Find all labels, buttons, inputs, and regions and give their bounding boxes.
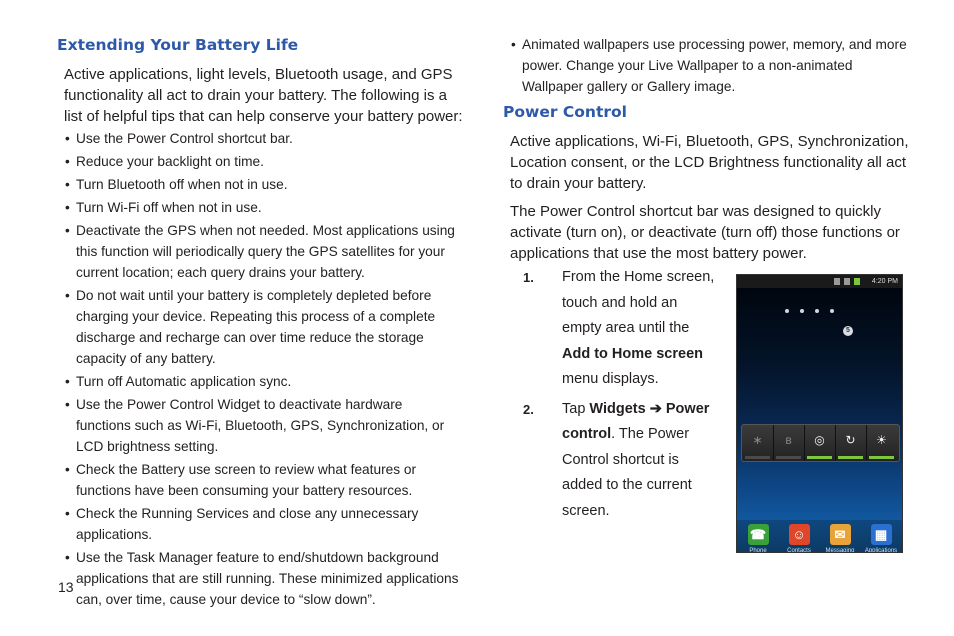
step-bold-text: Widgets ➔ Power control xyxy=(562,400,710,442)
dock-app-contacts[interactable] xyxy=(779,524,819,553)
step-item xyxy=(523,397,718,525)
step-text: Tap xyxy=(562,400,590,417)
current-page-dot: 5 xyxy=(843,326,853,336)
page-dot xyxy=(785,309,789,313)
notification-icon xyxy=(834,278,840,285)
list-item: • Use the Power Control Widget to deactivate hardware functions such as Wi-Fi, Bluetooth, GPS, Synchronization, or LCD brightness setting. xyxy=(65,394,460,457)
home-screen-wallpaper xyxy=(737,288,902,552)
list-item: • Animated wallpapers use processing power, memory, and more power. Change your Live Wallpaper to a non-animated Wallpaper gallery or Gallery image. xyxy=(511,34,911,97)
list-item: • Check the Battery use screen to review what features or functions have been consuming your battery resources. xyxy=(65,459,460,501)
power-control-paragraph-1: Active applications, Wi-Fi, Bluetooth, GPS, Synchronization, Location consent, or the LCD Brightness functionality all act to drain your battery. xyxy=(510,133,909,192)
toggle-indicator xyxy=(838,456,863,459)
app-dock xyxy=(737,520,902,553)
brightness-toggle[interactable] xyxy=(866,425,897,461)
step-text: menu displays. xyxy=(562,371,659,387)
bluetooth-toggle[interactable] xyxy=(773,425,805,461)
sync-icon: ↻ xyxy=(845,433,856,447)
brightness-icon: ☀ xyxy=(876,433,887,447)
dock-app-messaging[interactable] xyxy=(820,524,860,553)
dock-app-label: Contacts xyxy=(787,548,811,553)
sync-toggle[interactable] xyxy=(835,425,867,461)
toggle-indicator xyxy=(745,456,770,459)
power-control-steps xyxy=(523,265,718,528)
bluetooth-icon: ʙ xyxy=(785,433,792,447)
list-item: • Use the Task Manager feature to end/shutdown background applications that are still running. These minimized applications can, over time, cause your device to “slow down”. xyxy=(65,547,460,610)
wifi-icon: ∗ xyxy=(752,433,763,447)
step-text: . The Power Control shortcut is added to the current screen. xyxy=(562,426,692,519)
messaging-icon: ✉ xyxy=(830,524,851,545)
wallpaper-tip-list xyxy=(511,34,911,99)
dock-app-label: Phone xyxy=(749,548,767,553)
dock-app-label: Applications xyxy=(864,548,898,553)
applications-icon: ▦ xyxy=(871,524,892,545)
signal-icon xyxy=(844,278,850,285)
page-dot xyxy=(815,309,819,313)
phone-icon: ☎ xyxy=(748,524,769,545)
page-dot xyxy=(830,309,834,313)
step-item xyxy=(523,265,718,393)
list-item: • Deactivate the GPS when not needed. Most applications using this function will periodically query the GPS satellites for your current location; each query drains your battery. xyxy=(65,220,460,283)
step-bold-text: Add to Home screen xyxy=(562,345,703,362)
section-heading-battery-life: Extending Your Battery Life xyxy=(57,36,299,54)
step-number: 2. xyxy=(523,401,534,417)
gps-icon: ◎ xyxy=(814,433,825,447)
list-item: • Reduce your backlight on time. xyxy=(65,151,460,172)
page-number: 13 xyxy=(58,579,74,595)
status-bar xyxy=(737,275,902,288)
toggle-indicator xyxy=(776,456,801,459)
list-item: • Turn Wi-Fi off when not in use. xyxy=(65,197,460,218)
page-dot xyxy=(800,309,804,313)
dock-app-phone[interactable] xyxy=(738,524,778,553)
list-item: • Turn Bluetooth off when not in use. xyxy=(65,174,460,195)
step-text: From the Home screen, touch and hold an empty area until the xyxy=(562,269,715,336)
toggle-indicator xyxy=(807,456,832,459)
contacts-icon: ☺ xyxy=(789,524,810,545)
power-control-paragraph-2: The Power Control shortcut bar was designed to quickly activate (turn on), or deactivate (turn off) those functions or applications that use the most battery power. xyxy=(510,203,900,262)
battery-intro-paragraph: Active applications, light levels, Bluetooth usage, and GPS functionality all act to drain your battery. The following is a list of helpful tips that can help conserve your battery power: xyxy=(64,66,463,125)
battery-icon xyxy=(854,278,860,285)
gps-toggle[interactable] xyxy=(804,425,836,461)
dock-app-label: Messaging xyxy=(825,548,855,553)
status-time: 4:20 PM xyxy=(871,278,898,285)
dock-app-applications[interactable] xyxy=(861,524,901,553)
phone-screenshot xyxy=(736,274,903,553)
power-control-widget[interactable] xyxy=(741,424,900,462)
list-item: • Do not wait until your battery is completely depleted before charging your device. Repeating this process of a complete discharge and recharge can over time reduce the storage capacity of any battery. xyxy=(65,285,460,369)
battery-tips-list xyxy=(65,128,460,612)
list-item: • Check the Running Services and close any unnecessary applications. xyxy=(65,503,460,545)
section-heading-power-control: Power Control xyxy=(503,103,627,121)
list-item: • Use the Power Control shortcut bar. xyxy=(65,128,460,149)
wifi-toggle[interactable] xyxy=(742,425,774,461)
toggle-indicator xyxy=(869,456,894,459)
step-number: 1. xyxy=(523,270,534,285)
list-item: • Turn off Automatic application sync. xyxy=(65,371,460,392)
